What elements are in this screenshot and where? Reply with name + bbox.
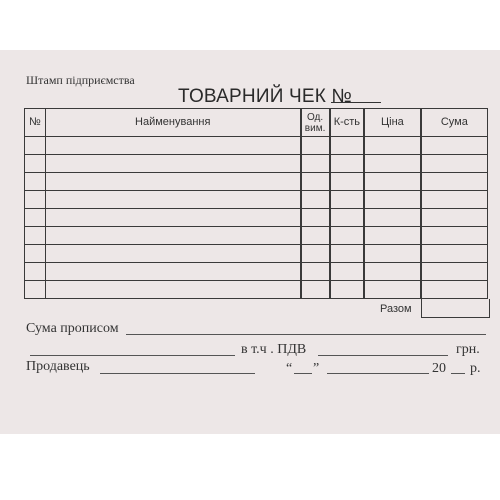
table-cell[interactable] <box>301 209 330 227</box>
seller-label: Продавець <box>26 359 90 374</box>
table-cell[interactable] <box>301 281 330 299</box>
table-cell[interactable] <box>45 155 300 173</box>
total-field[interactable] <box>421 299 490 318</box>
table-cell[interactable] <box>330 173 365 191</box>
year-field[interactable] <box>451 373 465 374</box>
table-cell[interactable] <box>25 155 46 173</box>
table-cell[interactable] <box>421 227 488 245</box>
table-cell[interactable] <box>364 245 420 263</box>
receipt-title: ТОВАРНИЙ ЧЕК № <box>178 86 353 107</box>
table-cell[interactable] <box>330 209 365 227</box>
table-cell[interactable] <box>330 137 365 155</box>
sum-in-words-continuation-field[interactable] <box>30 355 235 356</box>
table-cell[interactable] <box>301 245 330 263</box>
table-row <box>25 281 488 299</box>
table-cell[interactable] <box>25 173 46 191</box>
table-cell[interactable] <box>330 245 365 263</box>
table-cell[interactable] <box>45 263 300 281</box>
column-header-sum: Сума <box>421 109 488 137</box>
table-row <box>25 191 488 209</box>
table-cell[interactable] <box>45 245 300 263</box>
day-close-quote: ” <box>313 361 320 376</box>
table-cell[interactable] <box>25 281 46 299</box>
table-cell[interactable] <box>364 173 420 191</box>
table-cell[interactable] <box>330 155 365 173</box>
vat-field[interactable] <box>318 355 448 356</box>
table-cell[interactable] <box>45 209 300 227</box>
table-cell[interactable] <box>301 155 330 173</box>
table-cell[interactable] <box>421 137 488 155</box>
table-cell[interactable] <box>330 281 365 299</box>
table-cell[interactable] <box>330 227 365 245</box>
table-cell[interactable] <box>364 227 420 245</box>
column-header-name: Найменування <box>45 109 300 137</box>
currency-label: грн. <box>456 342 480 357</box>
table-cell[interactable] <box>421 155 488 173</box>
table-cell[interactable] <box>421 209 488 227</box>
company-stamp-label: Штамп підприємства <box>26 73 135 87</box>
items-table <box>24 108 488 299</box>
table-cell[interactable] <box>330 263 365 281</box>
table-cell[interactable] <box>364 155 420 173</box>
table-row <box>25 137 488 155</box>
table-cell[interactable] <box>364 263 420 281</box>
table-cell[interactable] <box>364 209 420 227</box>
month-field[interactable] <box>327 373 429 374</box>
table-cell[interactable] <box>421 173 488 191</box>
table-cell[interactable] <box>364 137 420 155</box>
vat-label: в т.ч . ПДВ <box>241 342 307 357</box>
column-header-unit: Од. вим. <box>301 109 330 137</box>
table-row <box>25 227 488 245</box>
table-cell[interactable] <box>301 227 330 245</box>
seller-field[interactable] <box>100 373 255 374</box>
table-cell[interactable] <box>45 227 300 245</box>
sum-in-words-field[interactable] <box>126 334 486 335</box>
table-row <box>25 173 488 191</box>
table-cell[interactable] <box>25 263 46 281</box>
receipt-number-field[interactable] <box>331 102 381 103</box>
table-cell[interactable] <box>301 191 330 209</box>
table-cell[interactable] <box>25 227 46 245</box>
table-cell[interactable] <box>421 281 488 299</box>
table-cell[interactable] <box>421 263 488 281</box>
day-open-quote: “ <box>286 361 293 376</box>
table-cell[interactable] <box>301 263 330 281</box>
sum-in-words-label: Сума прописом <box>26 321 119 336</box>
year-suffix: р. <box>470 361 481 376</box>
table-cell[interactable] <box>45 137 300 155</box>
table-cell[interactable] <box>45 173 300 191</box>
table-cell[interactable] <box>45 281 300 299</box>
table-cell[interactable] <box>330 191 365 209</box>
table-cell[interactable] <box>364 281 420 299</box>
column-header-price: Ціна <box>364 109 420 137</box>
table-cell[interactable] <box>421 191 488 209</box>
column-header-number: № <box>25 109 46 137</box>
day-field[interactable] <box>294 373 312 374</box>
table-cell[interactable] <box>421 245 488 263</box>
column-header-quantity: К-сть <box>330 109 365 137</box>
table-cell[interactable] <box>45 191 300 209</box>
table-cell[interactable] <box>25 137 46 155</box>
year-prefix: 20 <box>432 361 446 376</box>
table-cell[interactable] <box>364 191 420 209</box>
table-cell[interactable] <box>25 209 46 227</box>
table-row <box>25 209 488 227</box>
table-cell[interactable] <box>25 191 46 209</box>
table-cell[interactable] <box>301 173 330 191</box>
total-label: Разом <box>380 303 412 315</box>
table-cell[interactable] <box>25 245 46 263</box>
table-cell[interactable] <box>301 137 330 155</box>
table-row <box>25 263 488 281</box>
table-row <box>25 245 488 263</box>
table-row <box>25 155 488 173</box>
